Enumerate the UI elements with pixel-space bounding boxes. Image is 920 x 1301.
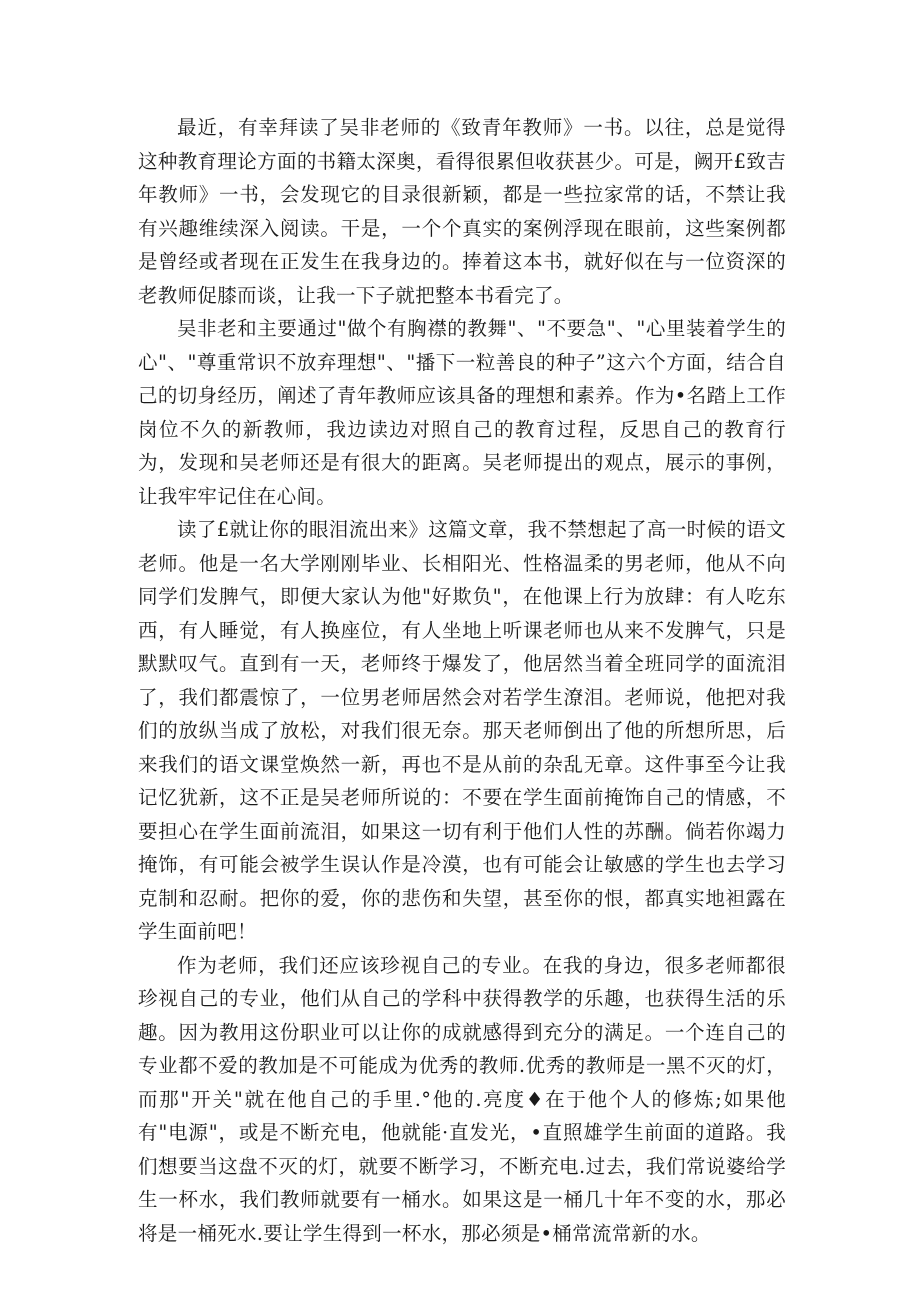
paragraph-1: 最近，有幸拜读了吴非老师的《致青年教师》一书。以往，总是觉得这种教育理论方面的书籍太深奥，看得很累但收获甚少。可是，阙开£致吉年教师》一书，会发现它的目录很新颖，都是一些拉家常的话，不禁让我有兴趣维续深入阅读。干是，一个个真实的案例浮现在眼前，这些案例都是曾经或者现在正发生在我身边的。捧着这本书，就好似在与一位资深的老教师促膝而谈，让我一下子就把整本书看完了。: [138, 116, 786, 307]
paragraph-4: 作为老师，我们还应该珍视自己的专业。在我的身边，很多老师都很珍视自己的专业，他们从自己的学科中获得教学的乐趣，也获得生活的乐趣。因为教用这份职业可以让你的成就感得到充分的满足。一个连自己的专业都不爱的教加是不可能成为优秀的教师.优秀的教师是一黑不灭的灯，而那"开关"就在他自己的手里.°他的.亮度♦在于他个人的修炼;如果他有"电源"，或是不断充电，他就能·直发光，•直照雄学生前面的道路。我们想要当这盘不灭的灯，就要不断学习，不断充电.过去，我们常说婆给学生一杯水，我们教师就要有一桶水。如果这是一桶几十年不变的水，那必将是一桶死水.要让学生得到一杯水，那必须是•桶常流常新的水。: [138, 953, 786, 1245]
paragraph-3: 读了£就让你的眼泪流出来》这篇文章，我不禁想起了高一时候的语文老师。他是一名大学刚刚毕业、长相阳光、性格温柔的男老师，他从不向同学们发脾气，即便大家认为他"好欺负"，在他课上行为放肆：有人吃东西，有人睡觉，有人换座位，有人坐地上听课老师也从来不发脾气，只是默默叹气。直到有一天，老师终于爆发了，他居然当着全班同学的面流泪了，我们都震惊了，一位男老师居然会对若学生潦泪。老师说，他把对我们的放纵当成了放松，对我们很无奈。那天老师倒出了他的所想所思，后来我们的语文课堂焕然一新，再也不是从前的杂乱无章。这件事至今让我记忆犹新，这不正是吴老师所说的：不要在学生面前掩饰自己的情感，不要担心在学生面前流泪，如果这一切有利于他们人性的苏酬。倘若你竭力掩饰，有可能会被学生误认作是冷漠，也有可能会让敏感的学生也去学习克制和忍耐。把你的爱，你的悲伤和失望，甚至你的恨，都真实地袒露在学生面前吧！: [138, 518, 786, 943]
paragraph-2: 吴非老和主要通过"做个有胸襟的教舞"、"不要急"、"心里装着学生的心"、"尊重常识不放弃理想"、"播下一粒善良的种子”这六个方面，结合自己的切身经历，阐述了青年教师应该具备的理想和素养。作为•名踏上工作岗位不久的新教师，我边读边对照自己的教育过程，反思自己的教育行为，发现和吴老师还是有很大的距离。吴老师提出的观点，展示的事例，让我牢牢记住在心间。: [138, 317, 786, 508]
document-body: [138, 111, 786, 1250]
